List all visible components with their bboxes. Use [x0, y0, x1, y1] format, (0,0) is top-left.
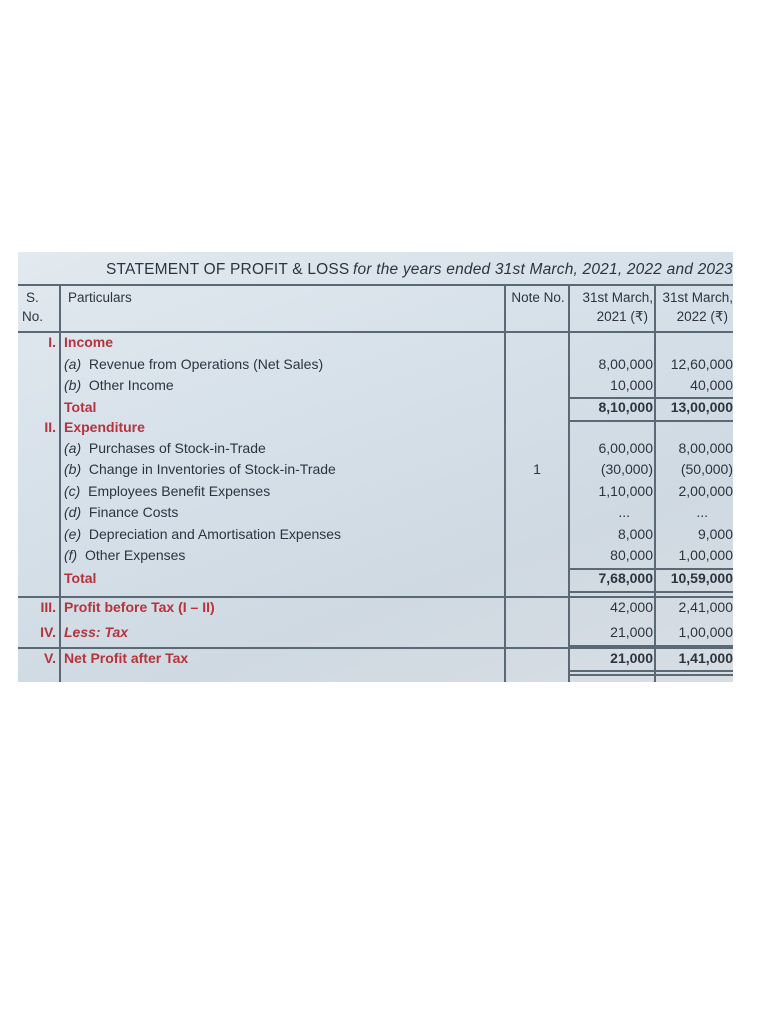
pbt-row	[18, 597, 733, 619]
value-2022: 8,00,000	[678, 440, 733, 456]
pbt-2021: 42,000	[610, 599, 653, 615]
rule-top	[18, 284, 733, 286]
header-note: Note No.	[511, 290, 565, 305]
expenditure-row	[18, 459, 733, 481]
value-2022: 1,00,000	[678, 547, 733, 563]
item-label: Finance Costs	[88, 504, 179, 520]
pbt-2022: 2,41,000	[678, 599, 733, 615]
value-2021: 1,10,000	[598, 483, 653, 499]
item-marker: (b)	[64, 461, 82, 477]
pbt-label: Profit before Tax (I – II)	[64, 599, 215, 615]
item-label: Change in Inventories of Stock-in-Trade	[88, 461, 336, 477]
header-2021-unit: 2021 (₹)	[596, 309, 648, 324]
income-heading: Income	[64, 334, 114, 350]
value-2022: (50,000)	[680, 461, 733, 477]
income-total-label: Total	[64, 399, 97, 415]
pat-label: Net Profit after Tax	[64, 650, 189, 666]
tax-row	[18, 622, 733, 644]
income-total-2022: 13,00,000	[670, 399, 733, 415]
item-marker: (a)	[64, 356, 82, 372]
value-2022: ...	[696, 504, 708, 520]
pbt-sno: III.	[40, 599, 56, 615]
header-particulars: Particulars	[68, 290, 132, 305]
value-2022: 40,000	[690, 377, 733, 393]
value-2022: 12,60,000	[670, 356, 733, 372]
item-label: Other Expenses	[85, 547, 186, 563]
tax-2021: 21,000	[610, 624, 653, 640]
title-lead: STATEMENT OF PROFIT & LOSS	[106, 261, 350, 278]
header-2021: 31st March,	[582, 290, 653, 305]
value-2021: 6,00,000	[598, 440, 653, 456]
statement-photo	[18, 252, 733, 682]
tax-sno: IV.	[40, 624, 56, 640]
title-tail: for the years ended 31st March, 2021, 2022 and 2023	[353, 261, 733, 278]
item-marker: (d)	[64, 504, 82, 520]
expenditure-total-label: Total	[64, 570, 97, 586]
pat-2021: 21,000	[610, 650, 653, 666]
header-2022: 31st March,	[662, 290, 733, 305]
item-label: Employees Benefit Expenses	[88, 483, 271, 499]
expenditure-row	[18, 524, 733, 546]
header-sno: S.	[26, 290, 39, 305]
statement-title	[18, 259, 733, 283]
income-heading-row	[18, 332, 733, 354]
item-marker: (a)	[64, 440, 82, 456]
header-2022-unit: 2022 (₹)	[676, 309, 728, 324]
value-2021: (30,000)	[600, 461, 653, 477]
income-row	[18, 375, 733, 397]
value-2021: 10,000	[610, 377, 653, 393]
header-sno-2: No.	[22, 309, 44, 324]
item-marker: (e)	[64, 526, 82, 542]
item-label: Purchases of Stock-in-Trade	[88, 440, 266, 456]
note-number: 1	[533, 461, 541, 477]
expenditure-total-2021: 7,68,000	[598, 570, 653, 586]
rule-pat-double	[570, 674, 733, 676]
value-2021: 80,000	[610, 547, 653, 563]
expenditure-heading: Expenditure	[64, 419, 145, 435]
rule-exp-total-bottom	[570, 591, 733, 593]
item-marker: (b)	[64, 377, 82, 393]
expenditure-total-row	[18, 568, 733, 590]
expenditure-row	[18, 545, 733, 567]
pat-row	[18, 648, 733, 670]
item-label: Revenue from Operations (Net Sales)	[88, 356, 324, 372]
income-sno: I.	[48, 334, 56, 350]
pat-2022: 1,41,000	[678, 650, 733, 666]
income-row	[18, 354, 733, 376]
expenditure-row	[18, 502, 733, 524]
item-marker: (c)	[64, 483, 81, 499]
tax-label: Less: Tax	[64, 624, 129, 640]
value-2021: 8,00,000	[598, 356, 653, 372]
column-header-row-2	[18, 309, 733, 331]
expenditure-heading-row	[18, 417, 733, 439]
item-label: Depreciation and Amortisation Expenses	[88, 526, 342, 542]
expenditure-sno: II.	[44, 419, 56, 435]
value-2022: 9,000	[697, 526, 733, 542]
item-label: Other Income	[88, 377, 174, 393]
value-2022: 2,00,000	[678, 483, 733, 499]
pat-sno: V.	[44, 650, 56, 666]
income-total-2021: 8,10,000	[598, 399, 653, 415]
value-2021: ...	[618, 504, 630, 520]
income-total-row	[18, 397, 733, 419]
rule-pat-bottom	[570, 670, 733, 672]
item-marker: (f)	[64, 547, 78, 563]
expenditure-total-2022: 10,59,000	[670, 570, 733, 586]
value-2021: 8,000	[617, 526, 653, 542]
expenditure-row	[18, 481, 733, 503]
tax-2022: 1,00,000	[678, 624, 733, 640]
expenditure-row	[18, 438, 733, 460]
